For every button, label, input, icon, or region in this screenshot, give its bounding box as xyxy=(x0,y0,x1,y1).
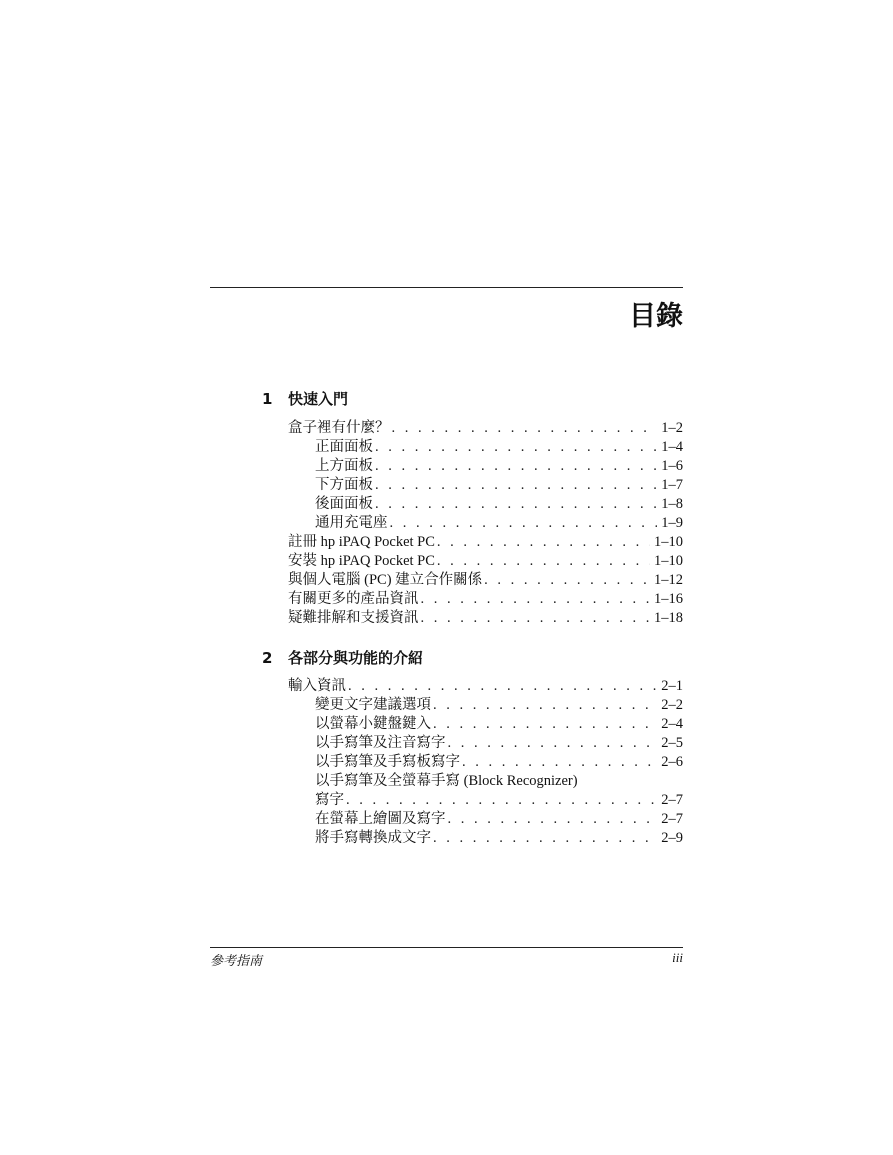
toc-list-chapter-2 xyxy=(288,677,683,848)
toc-entry-label: 盒子裡有什麼？ xyxy=(288,420,390,436)
toc-entry-label: 後面面板 xyxy=(315,496,373,512)
toc-entry[interactable] xyxy=(288,533,683,552)
toc-entry-label: 變更文字建議選項 xyxy=(315,697,431,713)
toc-entry-page: 1–6 xyxy=(661,458,683,474)
toc-entry-label: 以手寫筆及全螢幕手寫 (Block Recognizer) xyxy=(315,773,578,789)
page-title: 目錄 xyxy=(629,301,683,332)
dot-leader xyxy=(375,438,657,457)
toc-entry-page: 2–9 xyxy=(661,830,683,846)
toc-entry[interactable] xyxy=(288,791,683,810)
footer-book-title: 參考指南 xyxy=(210,954,263,969)
dot-leader xyxy=(346,791,657,810)
dot-leader xyxy=(421,590,651,609)
toc-entry[interactable] xyxy=(288,571,683,590)
chapter-heading-1 xyxy=(262,388,348,409)
toc-entry-label: 通用充電座 xyxy=(315,515,388,531)
toc-entry[interactable] xyxy=(288,590,683,609)
chapter-number: 2 xyxy=(262,649,273,667)
toc-entry[interactable] xyxy=(288,696,683,715)
toc-entry-page: 2–6 xyxy=(661,754,683,770)
toc-entry-page: 1–10 xyxy=(654,534,683,550)
chapter-heading-2 xyxy=(262,647,423,668)
toc-entry-label: 上方面板 xyxy=(315,458,373,474)
toc-entry-label: 以手寫筆及注音寫字 xyxy=(315,735,446,751)
dot-leader xyxy=(375,495,657,514)
chapter-number: 1 xyxy=(262,390,273,408)
toc-entry-page: 2–2 xyxy=(661,697,683,713)
dot-leader xyxy=(484,571,650,590)
toc-entry-label: 疑難排解和支援資訊 xyxy=(288,610,419,626)
toc-entry[interactable] xyxy=(288,734,683,753)
dot-leader xyxy=(437,533,650,552)
toc-entry[interactable] xyxy=(288,772,683,791)
toc-entry[interactable] xyxy=(288,457,683,476)
toc-entry-page: 1–2 xyxy=(661,420,683,436)
dot-leader xyxy=(462,753,657,772)
toc-entry[interactable] xyxy=(288,419,683,438)
toc-entry-label: 安裝 hp iPAQ Pocket PC xyxy=(288,553,435,569)
toc-entry[interactable] xyxy=(288,829,683,848)
bottom-rule xyxy=(210,947,683,948)
dot-leader xyxy=(375,457,657,476)
dot-leader xyxy=(433,829,657,848)
toc-entry[interactable] xyxy=(288,495,683,514)
toc-entry-page: 1–7 xyxy=(661,477,683,493)
dot-leader xyxy=(390,514,658,533)
toc-entry[interactable] xyxy=(288,514,683,533)
dot-leader xyxy=(392,419,658,438)
top-rule xyxy=(210,287,683,288)
toc-entry[interactable] xyxy=(288,677,683,696)
toc-entry[interactable] xyxy=(288,609,683,628)
toc-entry-page: 2–4 xyxy=(661,716,683,732)
toc-entry-page: 2–7 xyxy=(661,792,683,808)
dot-leader xyxy=(437,552,650,571)
toc-entry-page: 1–16 xyxy=(654,591,683,607)
toc-entry-label: 以螢幕小鍵盤鍵入 xyxy=(315,716,431,732)
toc-entry[interactable] xyxy=(288,476,683,495)
toc-entry[interactable] xyxy=(288,715,683,734)
toc-entry-page: 1–4 xyxy=(661,439,683,455)
toc-entry-label: 正面面板 xyxy=(315,439,373,455)
toc-entry-page: 2–5 xyxy=(661,735,683,751)
toc-entry-label: 寫字 xyxy=(315,792,344,808)
toc-entry[interactable] xyxy=(288,552,683,571)
dot-leader xyxy=(348,677,657,696)
toc-entry-page: 1–10 xyxy=(654,553,683,569)
toc-entry[interactable] xyxy=(288,753,683,772)
dot-leader xyxy=(375,476,657,495)
toc-entry-label: 將手寫轉換成文字 xyxy=(315,830,431,846)
dot-leader xyxy=(433,715,657,734)
dot-leader xyxy=(448,734,658,753)
dot-leader xyxy=(421,609,651,628)
toc-entry[interactable] xyxy=(288,810,683,829)
toc-entry-page: 1–9 xyxy=(661,515,683,531)
toc-entry-label: 註冊 hp iPAQ Pocket PC xyxy=(288,534,435,550)
toc-entry-label: 在螢幕上繪圖及寫字 xyxy=(315,811,446,827)
toc-entry-page: 1–12 xyxy=(654,572,683,588)
toc-entry-page: 2–1 xyxy=(661,678,683,694)
dot-leader xyxy=(448,810,658,829)
toc-list-chapter-1 xyxy=(288,419,683,628)
chapter-title: 各部分與功能的介紹 xyxy=(288,649,424,667)
toc-entry-page: 2–7 xyxy=(661,811,683,827)
toc-entry-page: 1–18 xyxy=(654,610,683,626)
dot-leader xyxy=(433,696,657,715)
toc-entry-label: 以手寫筆及手寫板寫字 xyxy=(315,754,460,770)
chapter-title: 快速入門 xyxy=(288,390,349,408)
toc-entry-label: 與個人電腦 (PC) 建立合作關係 xyxy=(288,572,483,588)
footer-page-number: iii xyxy=(672,950,683,965)
toc-entry[interactable] xyxy=(288,438,683,457)
toc-entry-label: 下方面板 xyxy=(315,477,373,493)
toc-entry-label: 輸入資訊 xyxy=(288,678,346,694)
toc-entry-page: 1–8 xyxy=(661,496,683,512)
toc-entry-label: 有關更多的產品資訊 xyxy=(288,591,419,607)
